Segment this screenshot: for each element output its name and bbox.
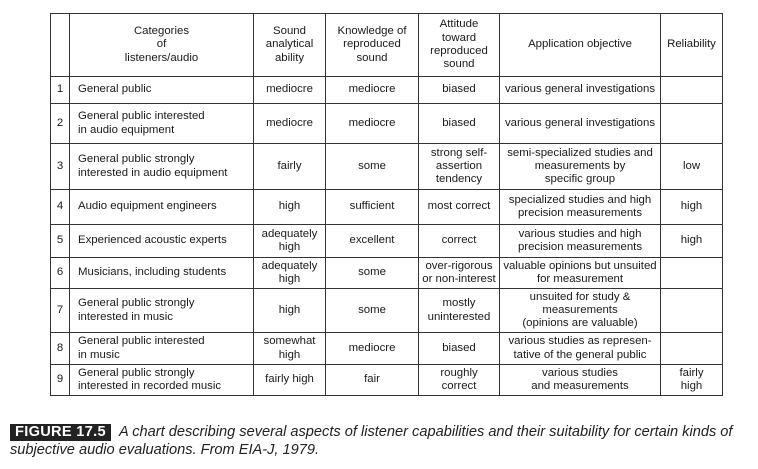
header-reliability: Reliability (661, 14, 723, 77)
category-cell: General public strongly interested in recorded music (70, 365, 254, 396)
attitude-cell: strong self- assertion tendency (419, 144, 500, 190)
reliability-cell (661, 258, 723, 289)
table-row (51, 333, 723, 365)
row-number: 7 (51, 289, 70, 333)
header-sound-analytical-ability: Sound analytical ability (254, 14, 326, 77)
objective-cell: various studies and measurements (500, 365, 661, 396)
objective-cell: various general investigations (500, 77, 661, 104)
row-number: 3 (51, 144, 70, 190)
table-row (51, 225, 723, 258)
row-number: 6 (51, 258, 70, 289)
reliability-cell: low (661, 144, 723, 190)
knowledge-cell: fair (326, 365, 419, 396)
objective-cell: specialized studies and high precision measurements (500, 190, 661, 225)
reliability-cell (661, 77, 723, 104)
header-application-objective: Application objective (500, 14, 661, 77)
analytical-ability-cell: somewhat high (254, 333, 326, 365)
row-number: 2 (51, 104, 70, 144)
attitude-cell: most correct (419, 190, 500, 225)
attitude-cell: correct (419, 225, 500, 258)
objective-cell: valuable opinions but unsuited for measurement (500, 258, 661, 289)
reliability-cell (661, 289, 723, 333)
category-cell: General public strongly interested in music (70, 289, 254, 333)
figure-caption (10, 423, 750, 459)
analytical-ability-cell: high (254, 190, 326, 225)
analytical-ability-cell: adequately high (254, 258, 326, 289)
caption-text: A chart describing several aspects of listener capabilities and their suitability for certain kinds of subjective audio evaluations. From EIA-J, 1979. (10, 424, 733, 458)
figure-label: FIGURE 17.5 (10, 424, 111, 441)
category-cell: Experienced acoustic experts (70, 225, 254, 258)
analytical-ability-cell: adequately high (254, 225, 326, 258)
knowledge-cell: mediocre (326, 333, 419, 365)
objective-cell: various studies as represen- tative of the general public (500, 333, 661, 365)
row-number: 9 (51, 365, 70, 396)
knowledge-cell: sufficient (326, 190, 419, 225)
reliability-cell (661, 333, 723, 365)
table-header-row (51, 14, 723, 77)
header-knowledge: Knowledge of reproduced sound (326, 14, 419, 77)
attitude-cell: roughly correct (419, 365, 500, 396)
attitude-cell: mostly uninterested (419, 289, 500, 333)
analytical-ability-cell: mediocre (254, 104, 326, 144)
table-row (51, 77, 723, 104)
table-row (51, 190, 723, 225)
knowledge-cell: some (326, 289, 419, 333)
listener-capabilities-table (50, 13, 723, 396)
table-row (51, 104, 723, 144)
table-row (51, 144, 723, 190)
row-number: 5 (51, 225, 70, 258)
row-number: 1 (51, 77, 70, 104)
category-cell: General public strongly interested in audio equipment (70, 144, 254, 190)
header-attitude: Attitude toward reproduced sound (419, 14, 500, 77)
header-categories: Categories of listeners/audio (70, 14, 254, 77)
row-number: 8 (51, 333, 70, 365)
knowledge-cell: excellent (326, 225, 419, 258)
reliability-cell (661, 104, 723, 144)
row-number: 4 (51, 190, 70, 225)
category-cell: General public interested in music (70, 333, 254, 365)
knowledge-cell: some (326, 144, 419, 190)
knowledge-cell: mediocre (326, 104, 419, 144)
category-cell: Musicians, including students (70, 258, 254, 289)
table-row (51, 289, 723, 333)
knowledge-cell: some (326, 258, 419, 289)
attitude-cell: over-rigorous or non-interest (419, 258, 500, 289)
objective-cell: unsuited for study & measurements (opinions are valuable) (500, 289, 661, 333)
reliability-cell: high (661, 225, 723, 258)
header-number (51, 14, 70, 77)
attitude-cell: biased (419, 104, 500, 144)
category-cell: Audio equipment engineers (70, 190, 254, 225)
table-row (51, 258, 723, 289)
table-row (51, 365, 723, 396)
objective-cell: semi-specialized studies and measurements by specific group (500, 144, 661, 190)
objective-cell: various studies and high precision measurements (500, 225, 661, 258)
reliability-cell: high (661, 190, 723, 225)
objective-cell: various general investigations (500, 104, 661, 144)
analytical-ability-cell: fairly (254, 144, 326, 190)
knowledge-cell: mediocre (326, 77, 419, 104)
category-cell: General public (70, 77, 254, 104)
reliability-cell: fairly high (661, 365, 723, 396)
analytical-ability-cell: high (254, 289, 326, 333)
analytical-ability-cell: fairly high (254, 365, 326, 396)
analytical-ability-cell: mediocre (254, 77, 326, 104)
category-cell: General public interested in audio equipment (70, 104, 254, 144)
attitude-cell: biased (419, 333, 500, 365)
attitude-cell: biased (419, 77, 500, 104)
